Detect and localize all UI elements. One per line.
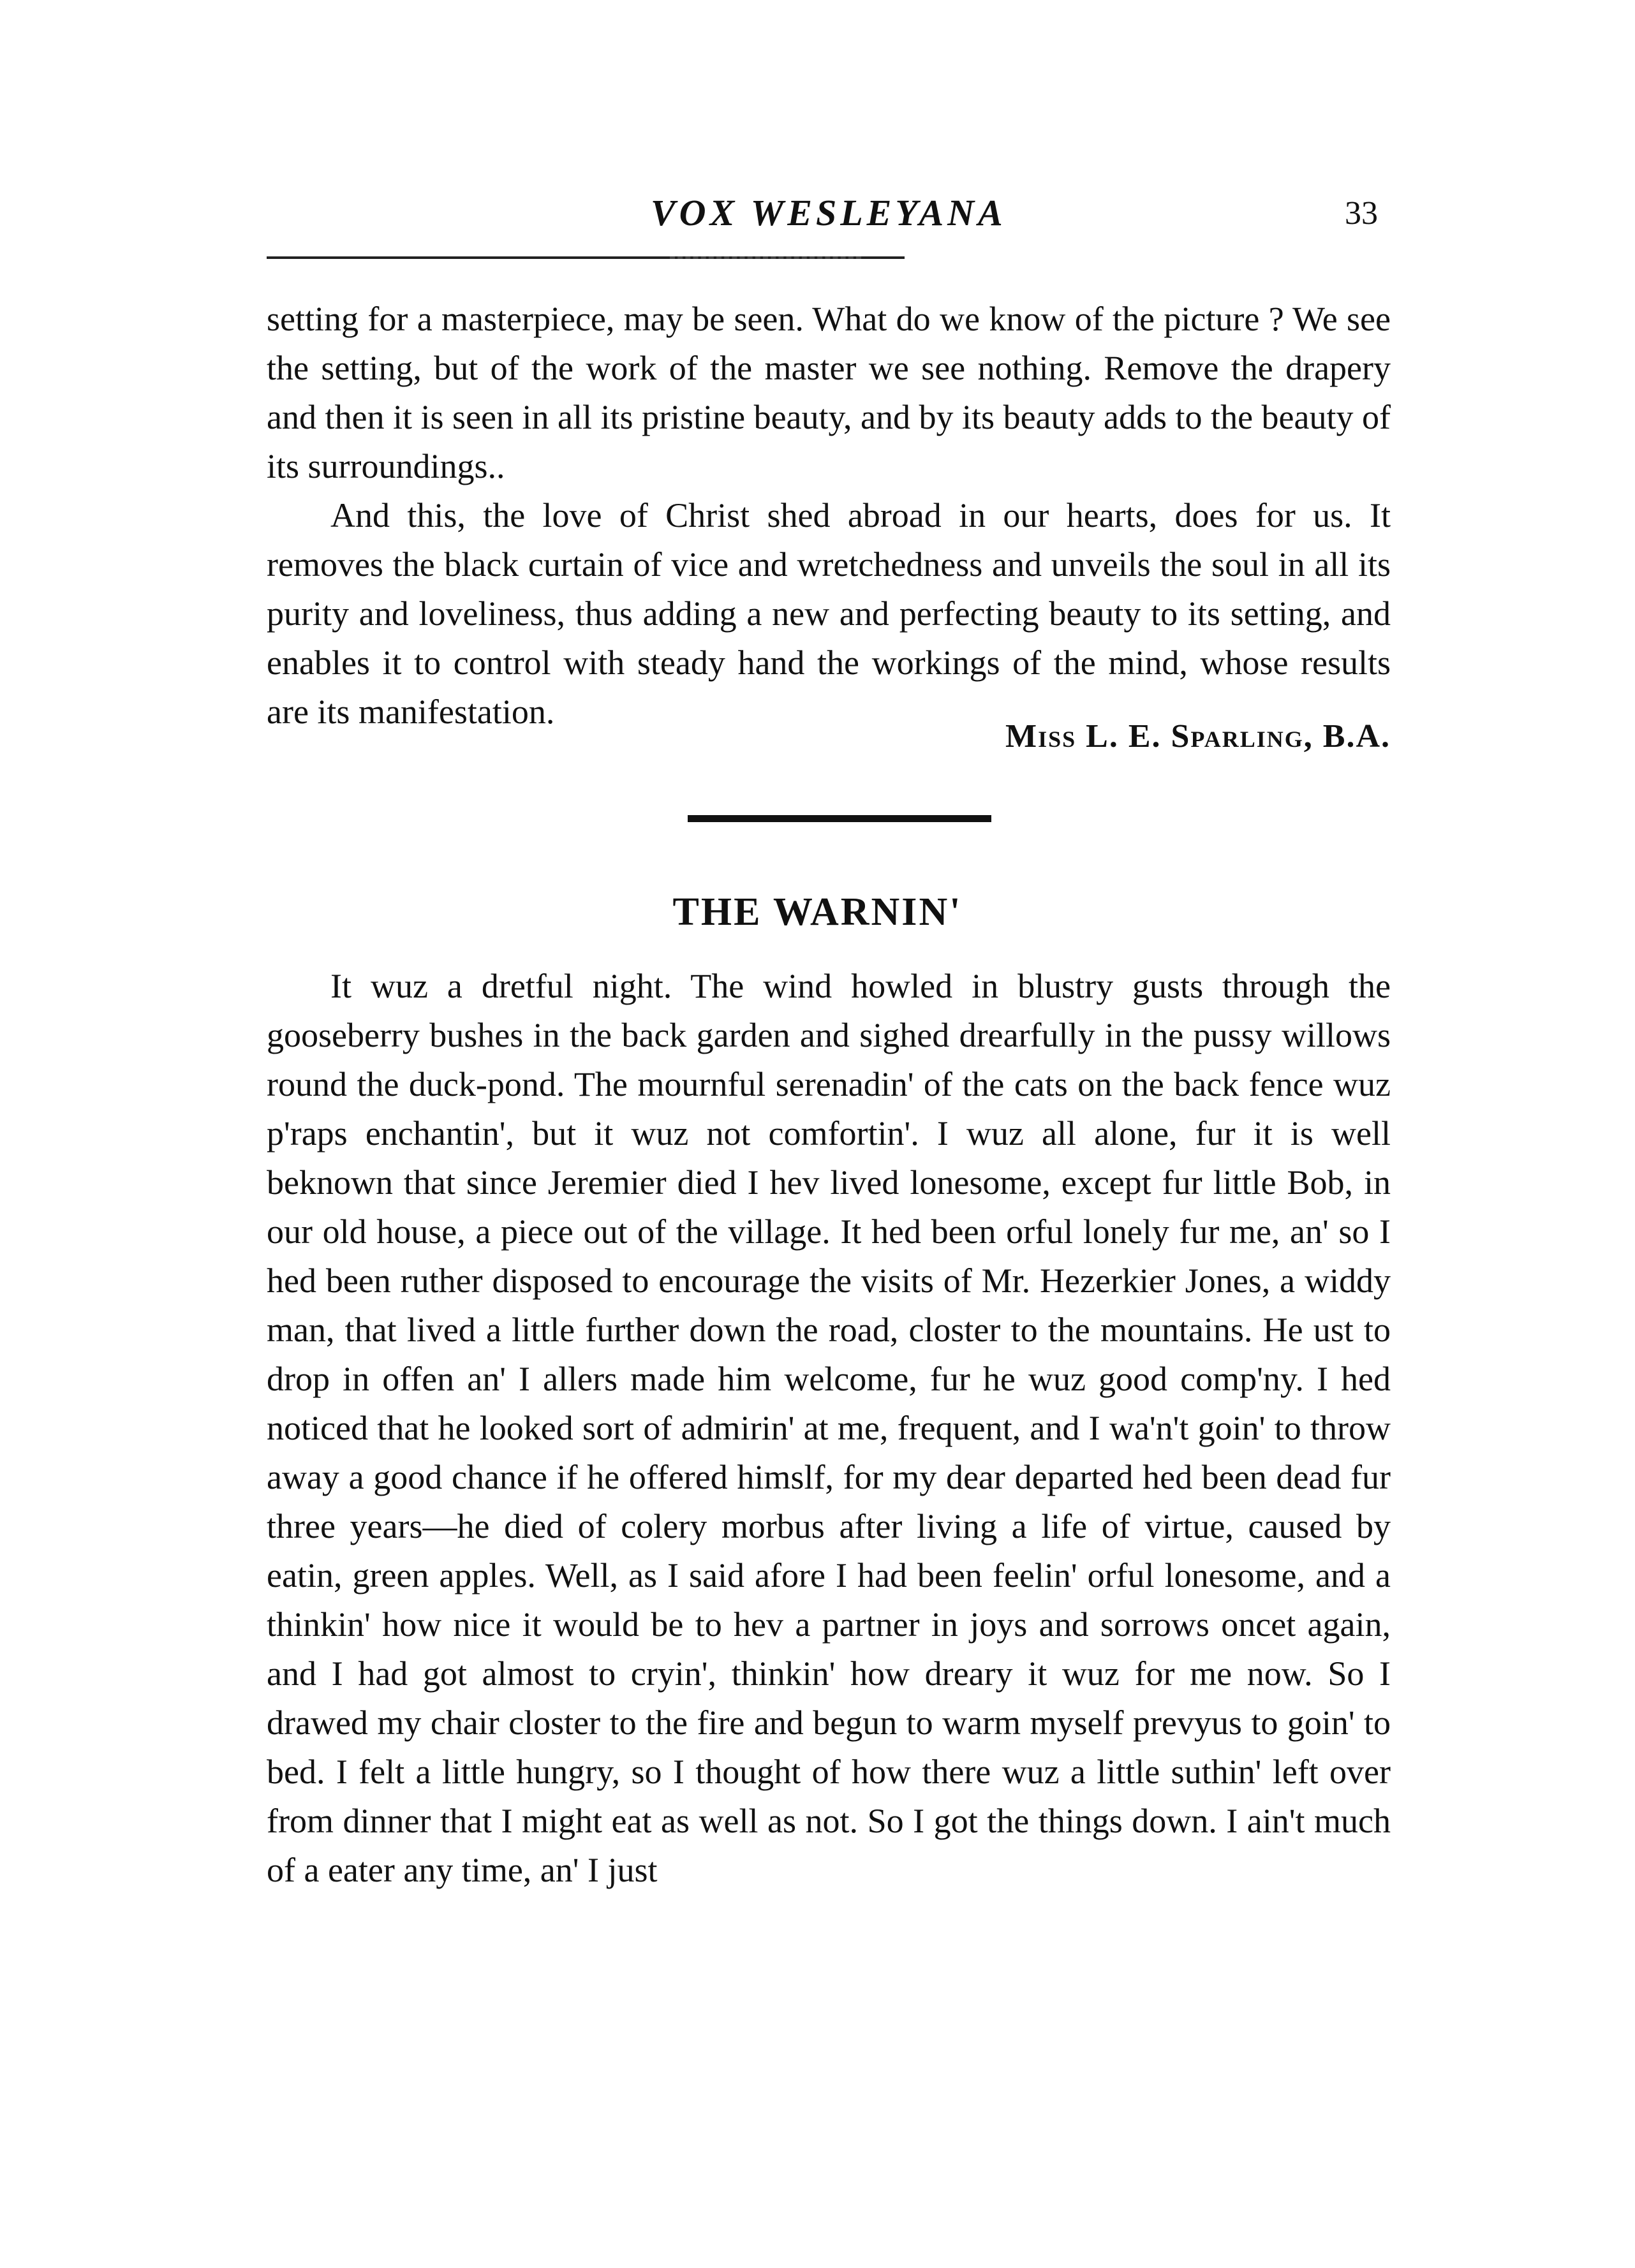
header-rule-dashed [670,256,861,259]
running-header-title: VOX WESLEYANA [651,192,1007,233]
story-title: THE WARNIN' [672,890,963,934]
paragraph: setting for a masterpiece, may be seen. What do we know of the picture ? We see the setting, but of the work of the master we see nothing. Remove the drapery and then it is seen in all its pristine beauty, and by its beauty adds to the beauty of its surroundings.. [267,300,1391,485]
paragraph: And this, the love of Christ shed abroad in our hearts, does for us. It removes the black curtain of vice and wretchedness and unveils the soul in all its purity and loveliness, thus adding a new and perfecting beauty to its setting, and enables it to control with steady hand the workings of the mind, whose results are its manifestation. [267,496,1391,731]
story-body [267,962,1391,1895]
author-signature: Miss L. E. Sparling, B.A. [1005,718,1391,755]
page-number: 33 [1345,195,1378,232]
paragraph: It wuz a dretful night. The wind howled in blustry gusts through the gooseberry bushes in the back garden and sighed drearfully in the pussy willows round the duck-pond. The mournful serenadin' of the cats on the back fence wuz p'raps enchantin', but it wuz not comfortin'. I wuz all alone, fur it is well beknown that since Jeremier died I hev lived lonesome, except fur little Bob, in our old house, a piece out of the village. It hed been orful lonely fur me, an' so I hed been ruther disposed to encourage the visits of Mr. Hezerkier Jones, a widdy man, that lived a little further down the road, closter to the mountains. He ust to drop in offen an' I allers made him welcome, fur he wuz good comp'ny. I hed noticed that he looked sort of admirin' at me, frequent, and I wa'n't goin' to throw away a good chance if he offered himslf, for my dear departed hed been dead fur three years—he died of colery morbus after living a life of virtue, caused by eatin, green apples. Well, as I said afore I had been feelin' orful lonesome, and a thinkin' how nice it would be to hev a partner in joys and sorrows oncet again, and I had got almost to cryin', thinkin' how dreary it wuz for me now. So I drawed my chair closter to the fire and begun to warm myself prevyus to goin' to bed. I felt a little hungry, so I thought of how there wuz a little suthin' left over from dinner that I might eat as well as not. So I got the things down. I ain't much of a eater any time, an' I just [267,967,1391,1889]
article-continuation [267,295,1391,737]
section-divider [688,815,991,822]
